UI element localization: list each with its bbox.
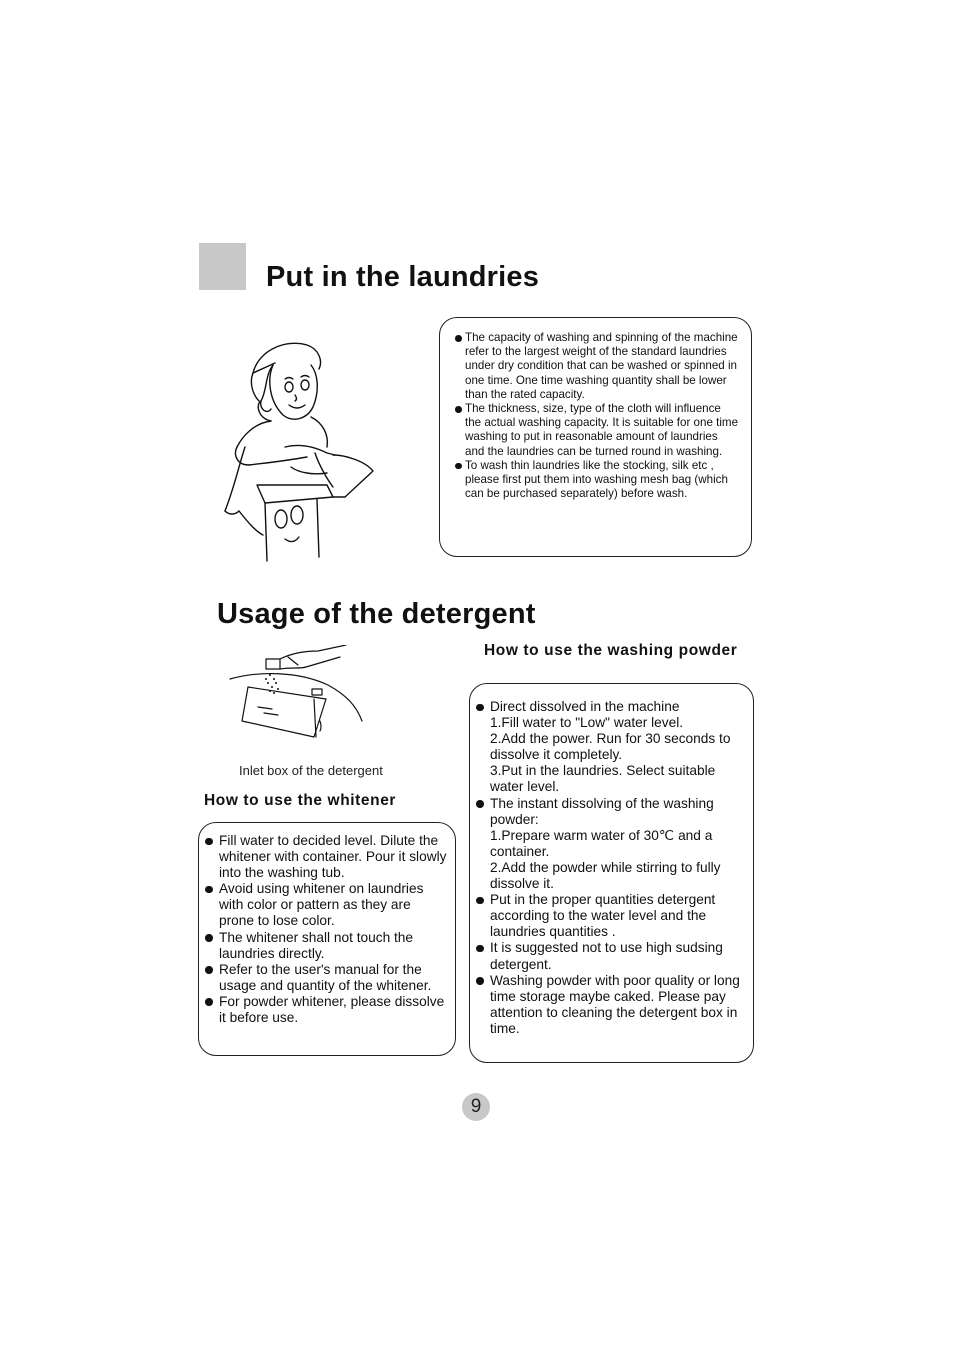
section-marker-square (199, 243, 246, 290)
step-text: 1.Prepare warm water of 30℃ and a container. (490, 827, 713, 859)
step-text: 2.Add the powder while stirring to fully dissolve it. (490, 859, 721, 892)
list-item: For powder whitener, please dissolve it before use. (200, 994, 449, 1026)
list-item (471, 699, 749, 796)
list-item-text: Direct dissolved in the machine (490, 699, 680, 714)
whitener-heading: How to use the whitener (204, 792, 397, 809)
detergent-image-caption: Inlet box of the detergent (239, 763, 383, 778)
list-item: It is suggested not to use high sudsing detergent. (471, 940, 749, 972)
section-title-put-in-laundries: Put in the laundries (266, 261, 540, 293)
page-number-badge: 9 (462, 1093, 490, 1121)
list-item: Put in the proper quantities detergent according to the water level and the laundries quantities . (471, 892, 749, 940)
whitener-instructions-box (198, 822, 456, 1056)
list-item: The thickness, size, type of the cloth will influence the actual washing capacity. It is suitable for one time washing to put in reasonable amount of laundries and the laundries can be turned round in washing. (446, 402, 739, 459)
list-item: The whitener shall not touch the laundries directly. (200, 930, 449, 962)
woman-loading-washer-illustration (215, 335, 375, 565)
laundries-info-list (446, 331, 739, 501)
list-item: To wash thin laundries like the stocking, silk etc , please first put them into washing mesh bag (which can be purchased separately) before wash. (446, 459, 739, 502)
washing-powder-list (471, 699, 749, 1037)
list-item-text: The instant dissolving of the washing powder: (490, 795, 714, 827)
whitener-list (200, 833, 449, 1026)
list-item (471, 796, 749, 893)
laundries-info-box (439, 317, 752, 557)
washing-powder-heading: How to use the washing powder (484, 642, 738, 659)
list-item: Washing powder with poor quality or long time storage maybe caked. Please pay attention to cleaning the detergent box in time. (471, 973, 749, 1037)
step-text: 3.Put in the laundries. Select suitable water level. (490, 763, 716, 795)
washing-powder-instructions-box (469, 683, 754, 1063)
section-title-usage-of-detergent: Usage of the detergent (217, 598, 536, 630)
list-item: Avoid using whitener on laundries with color or pattern as they are prone to lose color. (200, 881, 449, 929)
detergent-inlet-illustration (228, 645, 364, 745)
list-item: Fill water to decided level. Dilute the whitener with container. Pour it slowly into the washing tub. (200, 833, 449, 881)
list-item: Refer to the user's manual for the usage and quantity of the whitener. (200, 962, 449, 994)
step-text: 2.Add the power. Run for 30 seconds to dissolve it completely. (490, 731, 731, 763)
list-item: The capacity of washing and spinning of the machine refer to the largest weight of the standard laundries under dry condition that can be washed or spinned in one time. One time washing quantity shall be lower than the rated capacity. (446, 331, 739, 402)
step-text: 1.Fill water to "Low" water level. (490, 715, 684, 731)
